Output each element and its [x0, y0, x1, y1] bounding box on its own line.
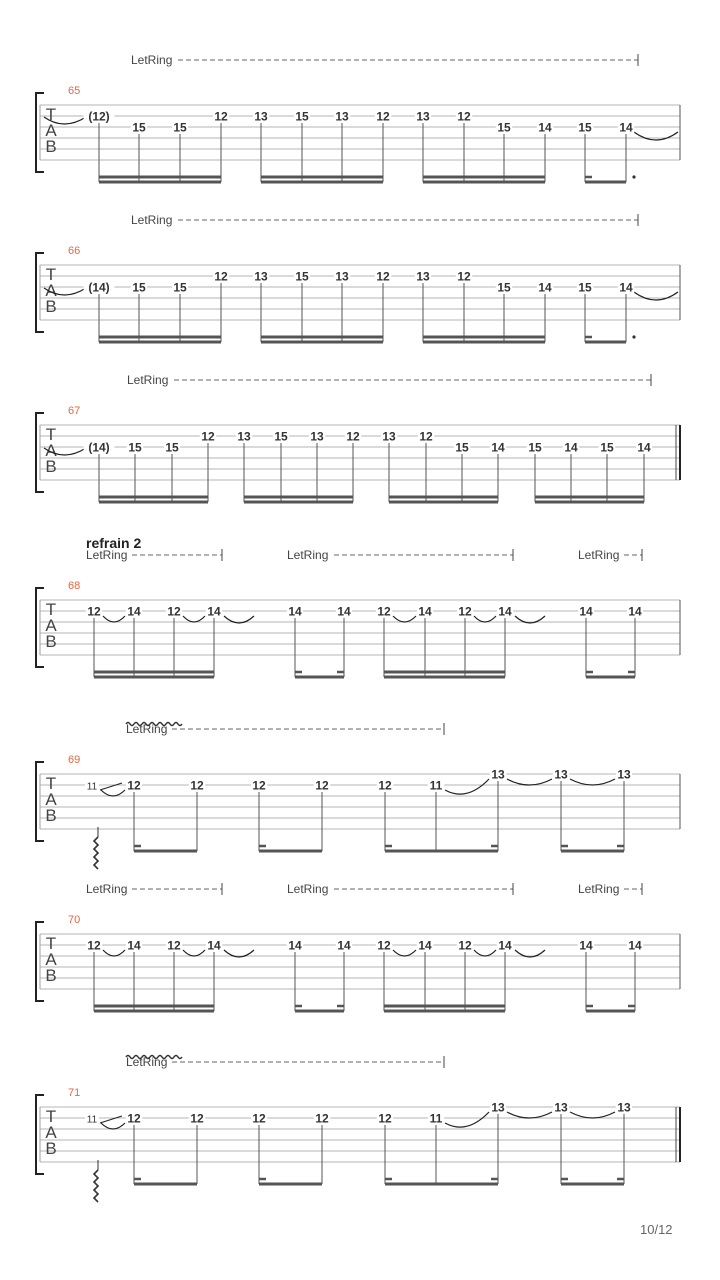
fret-number: 13 [416, 269, 430, 284]
fret-number: 15 [295, 109, 309, 124]
page-number: 10/12 [640, 1222, 673, 1237]
fret-number: 15 [274, 429, 288, 444]
fret-number: 12 [458, 938, 472, 953]
fret-number: 14 [418, 604, 432, 619]
tab-clef-letter: T [45, 265, 57, 284]
fret-number: 12 [377, 938, 391, 953]
tie-arc [570, 779, 615, 785]
fret-number: 14 [538, 280, 552, 295]
fret-number: 14 [418, 938, 432, 953]
fret-number: 15 [128, 440, 142, 455]
fret-number: 15 [132, 120, 146, 135]
fret-number: 12 [458, 604, 472, 619]
fret-number: 12 [87, 938, 101, 953]
fret-number: 15 [132, 280, 146, 295]
tie-arc [183, 616, 205, 622]
fret-number: 12 [377, 604, 391, 619]
measure-number: 70 [68, 914, 81, 926]
fret-number: 12 [252, 778, 266, 793]
fret-number: 14 [491, 440, 505, 455]
tab-clef-letter: B [45, 966, 57, 985]
let-ring-label: LetRing [86, 548, 128, 562]
tab-clef-letter: B [45, 1139, 57, 1158]
let-ring-label: LetRing [287, 548, 329, 562]
fret-number: 15 [497, 120, 511, 135]
fret-number: 13 [254, 269, 268, 284]
fret-number: 15 [455, 440, 469, 455]
tie-arc [445, 779, 489, 794]
fret-number: 14 [538, 120, 552, 135]
fret-number: 14 [579, 938, 593, 953]
tie-arc [101, 1123, 125, 1129]
tab-clef-letter: T [45, 774, 57, 793]
tie-arc [445, 1112, 489, 1127]
fret-number: 12 [201, 429, 215, 444]
fret-number: 13 [335, 109, 349, 124]
fret-number: 14 [207, 604, 221, 619]
fret-number: 13 [617, 1100, 631, 1115]
fret-number: 14 [498, 938, 512, 953]
fret-number: 13 [491, 1100, 505, 1115]
fret-number: 14 [337, 938, 351, 953]
fret-number: 14 [127, 604, 141, 619]
let-ring-label: LetRing [126, 1055, 168, 1069]
fret-number: (14) [88, 440, 110, 455]
tie-arc [103, 616, 125, 622]
fret-number: 14 [619, 280, 633, 295]
fret-number: 13 [491, 767, 505, 782]
grace-slur [100, 1116, 122, 1123]
tie-arc [570, 1112, 615, 1118]
let-ring-label: LetRing [287, 882, 329, 896]
fret-number: 12 [252, 1111, 266, 1126]
measure-number: 67 [68, 405, 81, 417]
fret-number: 15 [295, 269, 309, 284]
tie-arc [507, 779, 552, 785]
tab-clef-letter: B [45, 137, 57, 156]
section-label: refrain 2 [86, 535, 142, 551]
fret-number: 15 [165, 440, 179, 455]
fret-number: 12 [419, 429, 433, 444]
fret-number: 12 [378, 778, 392, 793]
rhythm-dot [632, 335, 635, 338]
tab-clef-letter: A [45, 1123, 57, 1142]
fret-number: 13 [382, 429, 396, 444]
measure-number: 66 [68, 245, 81, 257]
tie-arc [474, 950, 496, 956]
fret-number: 11 [429, 778, 443, 793]
tab-clef-letter: T [45, 934, 57, 953]
fret-number: 12 [167, 604, 181, 619]
fret-number: 13 [554, 1100, 568, 1115]
grace-slur [100, 783, 122, 790]
tie-arc [634, 132, 678, 140]
fret-number: 14 [207, 938, 221, 953]
fret-number: 12 [378, 1111, 392, 1126]
tie-arc [393, 950, 416, 956]
tie-arc [183, 950, 205, 956]
fret-number: (14) [88, 280, 110, 295]
tab-clef-letter: A [45, 790, 57, 809]
arpeggio-mark [94, 1170, 98, 1202]
measure-number: 71 [68, 1087, 81, 1099]
tab-clef-letter: A [45, 281, 57, 300]
fret-number: 14 [564, 440, 578, 455]
tab-clef-letter: B [45, 632, 57, 651]
fret-number: 11 [429, 1111, 443, 1126]
tab-clef-letter: B [45, 297, 57, 316]
let-ring-label: LetRing [127, 373, 169, 387]
measure-number: 69 [68, 754, 81, 766]
fret-number: 15 [173, 120, 187, 135]
fret-number: 13 [617, 767, 631, 782]
tab-clef-letter: A [45, 616, 57, 635]
tab-clef-letter: B [45, 457, 57, 476]
let-ring-label: LetRing [86, 882, 128, 896]
fret-number: 13 [554, 767, 568, 782]
tab-clef-letter: A [45, 950, 57, 969]
fret-number: 14 [637, 440, 651, 455]
fret-number: 12 [127, 1111, 141, 1126]
fret-number: 14 [628, 938, 642, 953]
tab-clef-letter: T [45, 105, 57, 124]
fret-number: 14 [498, 604, 512, 619]
tab-clef-letter: B [45, 806, 57, 825]
fret-number: 13 [254, 109, 268, 124]
tab-clef-letter: T [45, 1107, 57, 1126]
let-ring-label: LetRing [126, 722, 168, 736]
fret-number: 12 [214, 269, 228, 284]
let-ring-label: LetRing [131, 53, 173, 67]
fret-number: 12 [190, 1111, 204, 1126]
fret-number: 12 [346, 429, 360, 444]
measure-number: 68 [68, 580, 81, 592]
tie-arc [474, 616, 496, 622]
rhythm-dot [632, 175, 635, 178]
tab-clef-letter: A [45, 441, 57, 460]
let-ring-label: LetRing [578, 882, 620, 896]
tab-clef-letter: T [45, 600, 57, 619]
fret-number: 14 [288, 604, 302, 619]
tab-clef-letter: A [45, 121, 57, 140]
fret-number: 12 [376, 109, 390, 124]
tie-arc [393, 616, 416, 622]
fret-number: 13 [416, 109, 430, 124]
measure-number: 65 [68, 85, 81, 97]
fret-number: 15 [497, 280, 511, 295]
fret-number: 14 [579, 604, 593, 619]
fret-number: 13 [335, 269, 349, 284]
grace-fret-number: 11 [86, 781, 98, 793]
fret-number: 14 [619, 120, 633, 135]
tie-arc [101, 790, 125, 796]
tie-arc [634, 292, 678, 300]
fret-number: 13 [310, 429, 324, 444]
tab-clef-letter: T [45, 425, 57, 444]
fret-number: 12 [315, 1111, 329, 1126]
fret-number: 13 [237, 429, 251, 444]
fret-number: 12 [87, 604, 101, 619]
fret-number: 15 [600, 440, 614, 455]
fret-number: 15 [173, 280, 187, 295]
let-ring-label: LetRing [578, 548, 620, 562]
fret-number: 12 [127, 778, 141, 793]
fret-number: 12 [167, 938, 181, 953]
fret-number: 12 [457, 109, 471, 124]
fret-number: 14 [127, 938, 141, 953]
fret-number: 12 [315, 778, 329, 793]
fret-number: 12 [190, 778, 204, 793]
grace-fret-number: 11 [86, 1114, 98, 1126]
fret-number: 14 [628, 604, 642, 619]
fret-number: 14 [288, 938, 302, 953]
let-ring-label: LetRing [131, 213, 173, 227]
fret-number: 15 [528, 440, 542, 455]
fret-number: 12 [457, 269, 471, 284]
arpeggio-mark [94, 837, 98, 869]
fret-number: 15 [578, 120, 592, 135]
fret-number: 12 [376, 269, 390, 284]
fret-number: 12 [214, 109, 228, 124]
fret-number: (12) [88, 109, 110, 124]
fret-number: 15 [578, 280, 592, 295]
tie-arc [103, 950, 125, 956]
fret-number: 14 [337, 604, 351, 619]
tie-arc [507, 1112, 552, 1118]
